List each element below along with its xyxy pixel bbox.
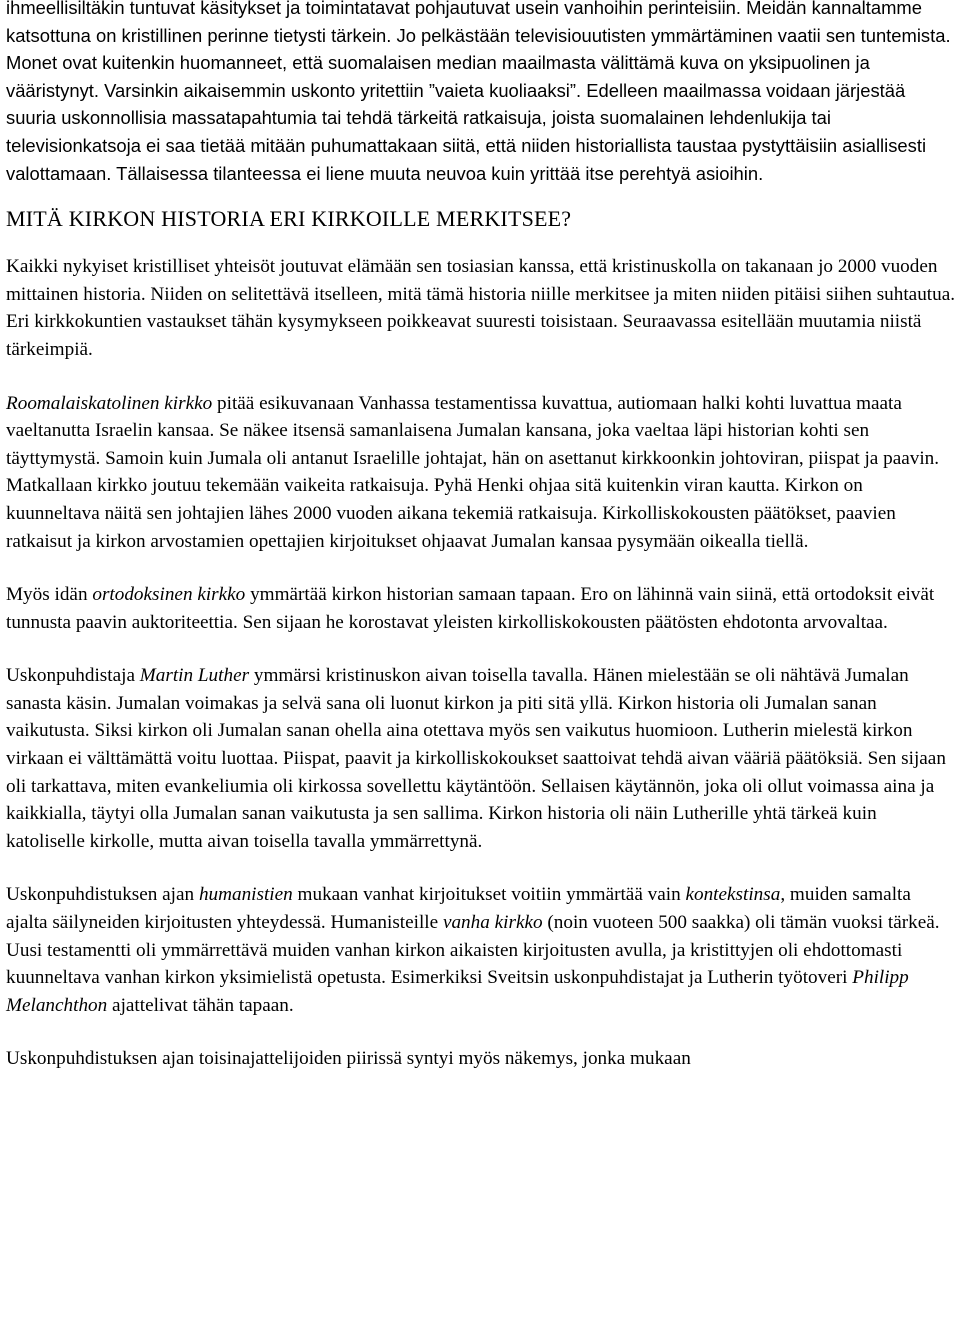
paragraph-text: ymmärsi kristinuskon aivan toisella tavalla. Hänen mielestään se oli nähtävä Jumalan sanasta käsin. Jumalan voimakas ja selvä sana oli luonut kirkon ja piti sitä yllä. Kirkon historia oli Jumalan sanan vaikutusta. Siksi kirkon oli Jumalan sanan ohella aina otettava myös sen vaikutus huomioon. Lutherin mielestä kirkon virkaan ei välttämättä voitu luottaa. Piispat, paavit ja kirkolliskokoukset saattoivat tehdä aivan vääriä päätöksiä. Sen sijaan oli tarkattava, miten evankeliumia oli kirkossa sovellettu käytäntöön. Sellaisen käytännön, joka oli ollut voimassa aina ja kaikkialla, täytyi olla Jumalan sanan vaikutusta ja sen sallima. Kirkon historia oli näin Lutherille yhtä tärkeä kuin katoliselle kirkolle, mutta aivan toisella tavalla ymmärrettynä.: [6, 665, 946, 852]
term-martin-luther: Martin Luther: [139, 665, 250, 687]
section-heading: MITÄ KIRKON HISTORIA ERI KIRKOILLE MERKITSEE?: [6, 206, 572, 232]
term-catholic-church: Roomalaiskatolinen kirkko: [6, 392, 213, 414]
paragraph-part-b: mukaan vanhat kirjoitukset voitiin ymmärtää vain: [292, 884, 686, 906]
paragraph-luther: [6, 662, 956, 855]
intro-sentence-4: Monet ovat kuitenkin huomanneet, että suomalaisen median maailmasta välittämä kuva on yksipuolinen ja vääristynyt.: [6, 52, 870, 101]
intro-sentence-2: Meidän kannaltamme katsottuna on kristillinen perinne tietysti tärkein.: [6, 0, 922, 46]
term-melanchthon: Philipp Melanchthon: [6, 967, 909, 1016]
paragraph-dissenters: [6, 1045, 956, 1073]
term-context: kontekstinsa: [685, 884, 781, 906]
paragraph-catholic: [6, 390, 956, 556]
term-old-church: vanha kirkko: [442, 912, 543, 934]
term-humanists: humanistien: [198, 884, 293, 906]
paragraph-part-d: (noin vuoteen 500 saakka) oli tämän vuoksi tärkeä. Uusi testamentti oli ymmärrettävä muiden vanhan kirkon aikaisten kirjoitusten avulla, ja kristittyjen oli ehdottomasti kuunneltava vanhan kirkon yksimielistä opetusta. Esimerkiksi Sveitsin uskonpuhdistajat ja Lutherin työtoveri: [6, 912, 940, 989]
paragraph-lead: Myös idän: [6, 584, 93, 606]
intro-sentence-3: Jo pelkästään televisiouutisten ymmärtäminen vaatii sen tuntemista.: [396, 24, 951, 46]
paragraph-lead: Uskonpuhdistaja: [6, 665, 140, 687]
intro-sentence-1: ihmeellisiltäkin tuntuvat käsitykset ja toimintatavat pohjautuvat usein vanhoihin perinteisiin.: [6, 0, 742, 18]
paragraph-text: pitää esikuvanaan Vanhassa testamentissa kuvattua, autiomaan halki kohti luvattua maata vaeltanutta Israelin kansaa. Se näkee itsensä samanlaisena Jumalan kansana, joka vaeltaa läpi historian kohti sen täyttymystä. Samoin kuin Jumala oli antanut Israelille johtajat, hän on asettanut kirkkoonkin johtoviran, piispat ja paavin. Matkallaan kirkko joutuu tekemään vaikeita ratkaisuja. Pyhä Henki ohjaa sitä kuitenkin viran kautta. Kirkon on kuunneltava näitä sen johtajien lähes 2000 vuoden aikana tekemiä ratkaisuja. Kirkolliskokousten päätökset, paavien ratkaisut ja kirkon arvostamien opettajien kirjoitukset ohjaavat Jumalan kansaa pysymään oikealla tiellä.: [6, 392, 940, 552]
intro-sentence-7: Tällaisessa tilanteessa ei liene muuta neuvoa kuin yrittää itse perehtyä asioihin.: [116, 162, 764, 184]
paragraph-text: ymmärtää kirkon historian samaan tapaan. Ero on lähinnä vain siinä, että ortodoksit eivät tunnusta paavin auktoriteettia. Sen sijaan he korostavat yleisten kirkolliskokousten päätösten ehdotonta arvovaltaa.: [6, 584, 935, 633]
term-orthodox-church: ortodoksinen kirkko: [92, 584, 246, 606]
intro-sentence-6: Edelleen maailmassa voidaan järjestää suuria uskonnollisia massatapahtumia tai tehdä tärkeitä ratkaisuja, joista suomalainen lehdenlukija tai televisionkatsoja ei saa tietää mitään puhumattakaan siitä, että niiden historiallista taustaa pystyttäisiin asiallisesti valottamaan.: [6, 79, 927, 184]
paragraph-text: Uskonpuhdistuksen ajan toisinajattelijoiden piirissä syntyi myös näkemys, jonka mukaan: [6, 1048, 691, 1070]
paragraph-history-overview: [6, 253, 956, 363]
paragraph-part-e: ajattelivat tähän tapaan.: [107, 994, 294, 1016]
paragraph-part-a: Uskonpuhdistuksen ajan: [6, 884, 199, 906]
paragraph-text: Kaikki nykyiset kristilliset yhteisöt joutuvat elämään sen tosiasian kanssa, että kristinuskolla on takanaan jo 2000 vuoden mittainen historia. Niiden on selitettävä itselleen, mitä tämä historia niille merkitsee ja miten niiden pitäisi siihen suhtautua. Eri kirkkokuntien vastaukset tähän kysymykseen poikkeavat suuresti toisistaan. Seuraavassa esitellään muutamia niistä tärkeimpiä.: [6, 256, 956, 360]
intro-sentence-5: Varsinkin aikaisemmin uskonto yritettiin ”vaieta kuoliaaksi”.: [104, 79, 582, 101]
paragraph-part-c: , muiden samalta ajalta säilyneiden kirjoitusten yhteydessä. Humanisteille: [6, 884, 911, 934]
paragraph-orthodox: [6, 581, 956, 636]
paragraph-humanists: [6, 881, 956, 1019]
document-page: [6, 0, 956, 1073]
intro-paragraph: [6, 0, 956, 187]
